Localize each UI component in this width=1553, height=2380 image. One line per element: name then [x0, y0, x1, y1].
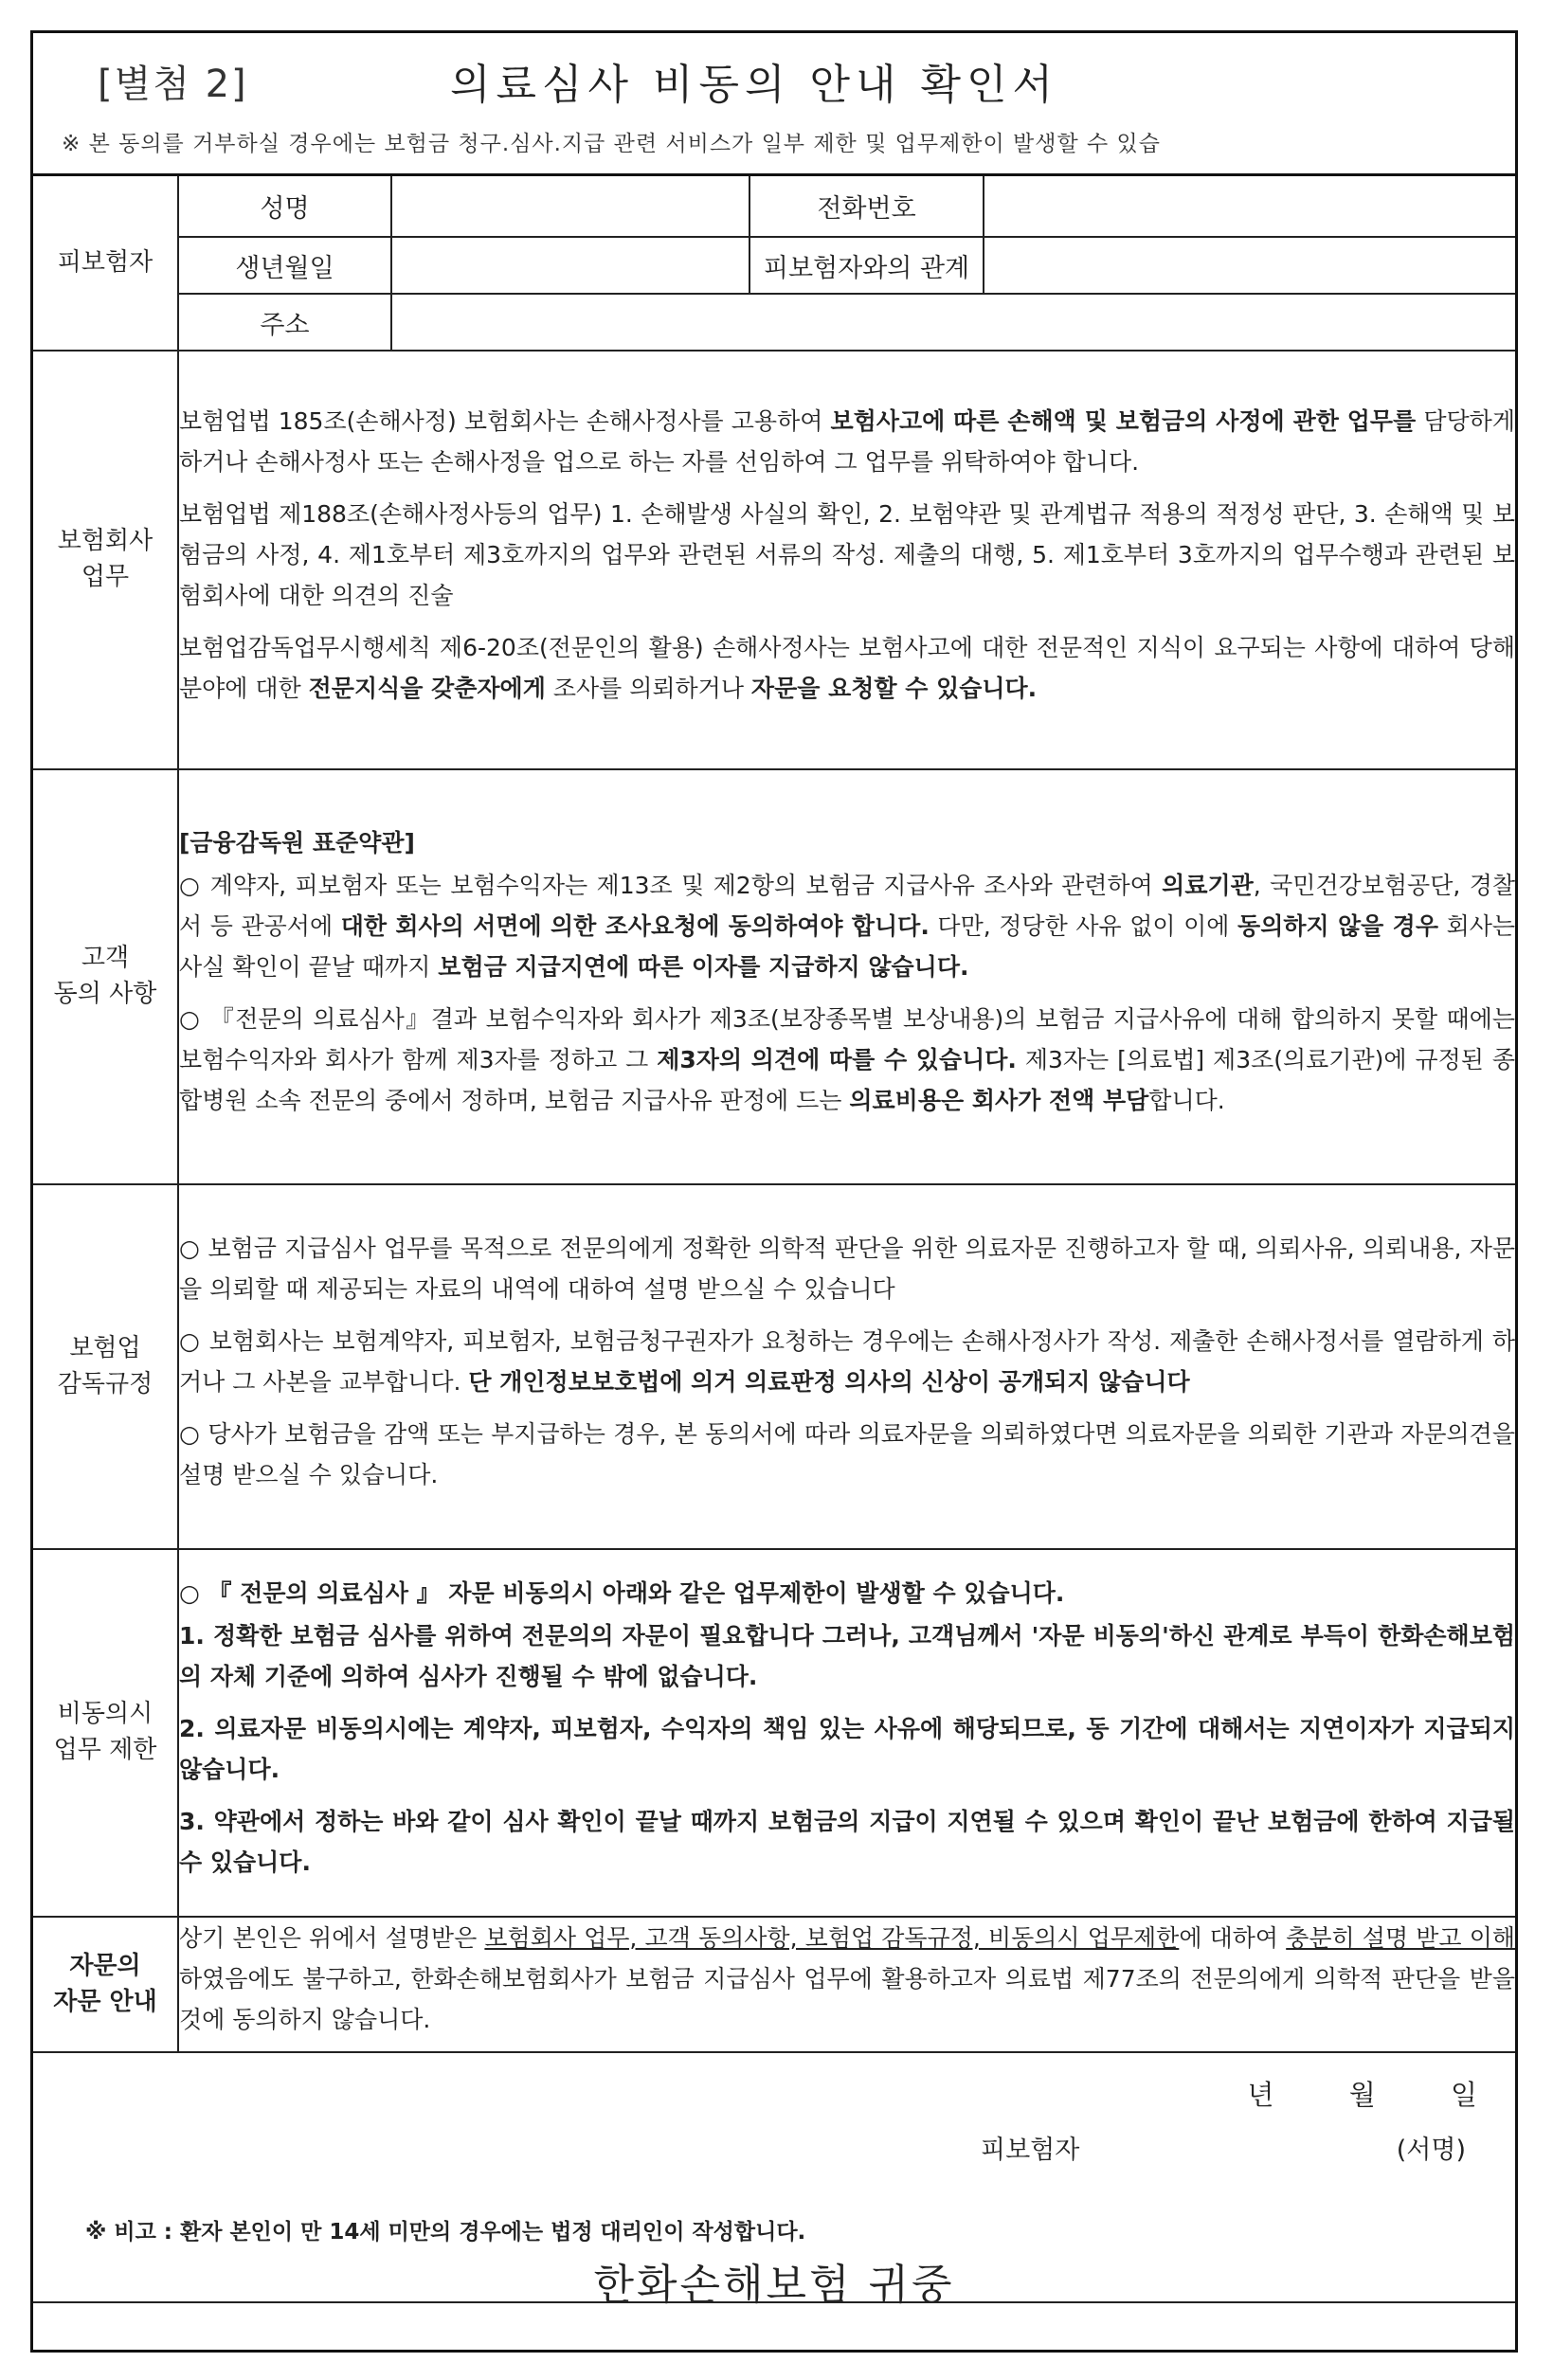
restriction-item-3: 3. 약관에서 정하는 바와 같이 심사 확인이 끝날 때까지 보험금의 지급이 지연될 수 있으며 확인이 끝난 보험금에 한하여 지급될 수 있습니다. [179, 1807, 1515, 1876]
insured-section-label: 피보험자 [33, 176, 178, 351]
restriction-item-2: 2. 의료자문 비동의시에는 계약자, 피보험자, 수익자의 책임 있는 사유에 해당되므로, 동 기간에 대해서는 지연이자가 지급되지 않습니다. [179, 1714, 1515, 1783]
name-label: 성명 [178, 176, 391, 237]
standard-terms-heading: [금융감독원 표준약관] [179, 828, 415, 856]
supervision-p2: ○ 보험회사는 보험계약자, 피보험자, 보험금청구권자가 요청하는 경우에는 손해사정사가 작성. 제출한 손해사정서를 열람하게 하거나 그 사본을 교부합니다. 단 개인정보보호법에 의거 의료판정 의사의 신상이 공개되지 않습니다 [179, 1326, 1515, 1396]
restriction-intro: ○ 『 전문의 의료심사 』 자문 비동의시 아래와 같은 업무제한이 발생할 수 있습니다. [179, 1578, 1065, 1607]
attachment-label: [별첨 2] [98, 63, 248, 106]
signature-field[interactable]: (서명) [1396, 2136, 1466, 2165]
advisory-label: 자문의 자문 안내 [33, 1917, 178, 2052]
minor-remark: ※ 비고 : 환자 본인이 만 14세 미만의 경우에는 법정 대리인이 작성합니다. [85, 2220, 806, 2245]
phone-label: 전화번호 [749, 176, 984, 237]
year-label: 년 [1247, 2079, 1274, 2111]
signature-cell [33, 2052, 1515, 2309]
insurer-duty-p1: 보험업법 185조(손해사정) 보험회사는 손해사정사를 고용하여 보험사고에 따른 손해액 및 보험금의 사정에 관한 업무를 담당하게 하거나 손해사정사 또는 손해사정을 업으로 하는 자를 선임하여 그 업무를 위탁하여야 합니다. [179, 406, 1515, 476]
insurer-duty-content [178, 351, 1515, 769]
date-line [1182, 2074, 1477, 2113]
customer-consent-content [178, 769, 1515, 1184]
advisory-text: 상기 본인은 위에서 설명받은 보험회사 업무, 고객 동의사항, 보험업 감독규정, 비동의시 업무제한에 대하여 충분히 설명 받고 이해하였음에도 불구하고, 한화손해보험회사가 보험금 지급심사 업무에 활용하고자 의료법 제77조의 전문의에게 의학적 판단을 받을 것에 동의하지 않습니다. [179, 1924, 1515, 2033]
relation-field[interactable] [984, 237, 1515, 294]
signer-label: 피보험자 [981, 2136, 1080, 2165]
form-table [33, 176, 1516, 2309]
customer-consent-p2: ○ 『전문의 의료심사』결과 보험수익자와 회사가 제3조(보장종목별 보상내용)의 보험금 지급사유에 대해 합의하지 못할 때에는 보험수익자와 회사가 함께 제3자를 정하고 그 제3자의 의견에 따를 수 있습니다. 제3자는 [의료법] 제3조(의료기관)에 규정된 종합병원 소속 전문의 중에서 정하며, 보험금 지급사유 판정에 드는 의료비용은 회사가 전액 부담합니다. [179, 1004, 1515, 1114]
day-label: 일 [1450, 2079, 1477, 2111]
name-field[interactable] [391, 176, 749, 237]
company-addressee: 한화손해보험 귀중 [593, 2261, 955, 2309]
insurer-duty-p2: 보험업법 제188조(손해사정사등의 업무) 1. 손해발생 사실의 확인, 2. 보험약관 및 관계법규 적용의 적정성 판단, 3. 손해액 및 보험금의 사정, 4. 제1호부터 제3호까지의 업무와 관련된 서류의 작성. 제출의 대행, 5. 제1호부터 3호까지의 업무수행과 관련된 보험회사에 대한 의견의 진술 [179, 499, 1515, 609]
address-field[interactable] [391, 294, 1515, 351]
relation-label: 피보험자와의 관계 [749, 237, 984, 294]
birth-field[interactable] [391, 237, 749, 294]
supervision-content [178, 1184, 1515, 1549]
customer-consent-p1: ○ 계약자, 피보험자 또는 보험수익자는 제13조 및 제2항의 보험금 지급사유 조사와 관련하여 의료기관, 국민건강보험공단, 경찰서 등 관공서에 대한 회사의 서면에 의한 조사요청에 동의하여야 합니다. 다만, 정당한 사유 없이 이에 동의하지 않을 경우 회사는 사실 확인이 끝날 때까지 보험금 지급지연에 따른 이자를 지급하지 않습니다. [179, 871, 1516, 981]
phone-field[interactable] [984, 176, 1515, 237]
restriction-label: 비동의시 업무 제한 [33, 1549, 178, 1917]
insurer-duty-p3: 보험업감독업무시행세칙 제6-20조(전문인의 활용) 손해사정사는 보험사고에 대한 전문적인 지식이 요구되는 사항에 대하여 당해 분야에 대한 전문지식을 갖춘자에게 조사를 의뢰하거나 자문을 요청할 수 있습니다. [179, 633, 1515, 702]
advisory-content [178, 1917, 1515, 2052]
supervision-p1: ○ 보험금 지급심사 업무를 목적으로 전문의에게 정확한 의학적 판단을 위한 의료자문 진행하고자 할 때, 의뢰사유, 의뢰내용, 자문을 의뢰할 때 제공되는 자료의 내역에 대하여 설명 받으실 수 있습니다 [179, 1234, 1515, 1303]
address-label: 주소 [178, 294, 391, 351]
restriction-content [178, 1549, 1515, 1917]
document-title: 의료심사 비동의 안내 확인서 [450, 61, 1059, 109]
month-label: 월 [1348, 2079, 1376, 2111]
supervision-p3: ○ 당사가 보험금을 감액 또는 부지급하는 경우, 본 동의서에 따라 의료자문을 의뢰하였다면 의료자문을 의뢰한 기관과 자문의견을 설명 받으실 수 있습니다. [179, 1419, 1515, 1488]
signature-area [33, 2053, 1515, 2309]
supervision-label: 보험업 감독규정 [33, 1184, 178, 1549]
insurer-duty-label: 보험회사 업무 [33, 351, 178, 769]
birth-label: 생년월일 [178, 237, 391, 294]
consent-form-sheet [30, 30, 1518, 2353]
restriction-item-1: 1. 정확한 보험금 심사를 위하여 전문의의 자문이 필요합니다 그러나, 고객님께서 '자문 비동의'하신 관계로 부득이 한화손해보험의 자체 기준에 의하여 심사가 진행될 수 밖에 없습니다. [179, 1621, 1515, 1690]
refusal-notice: ※ 본 동의를 거부하실 경우에는 보험금 청구.심사.지급 관련 서비스가 일부 제한 및 업무제한이 발생할 수 있습 [62, 132, 1161, 156]
form-header [33, 33, 1515, 176]
customer-consent-label: 고객 동의 사항 [33, 769, 178, 1184]
